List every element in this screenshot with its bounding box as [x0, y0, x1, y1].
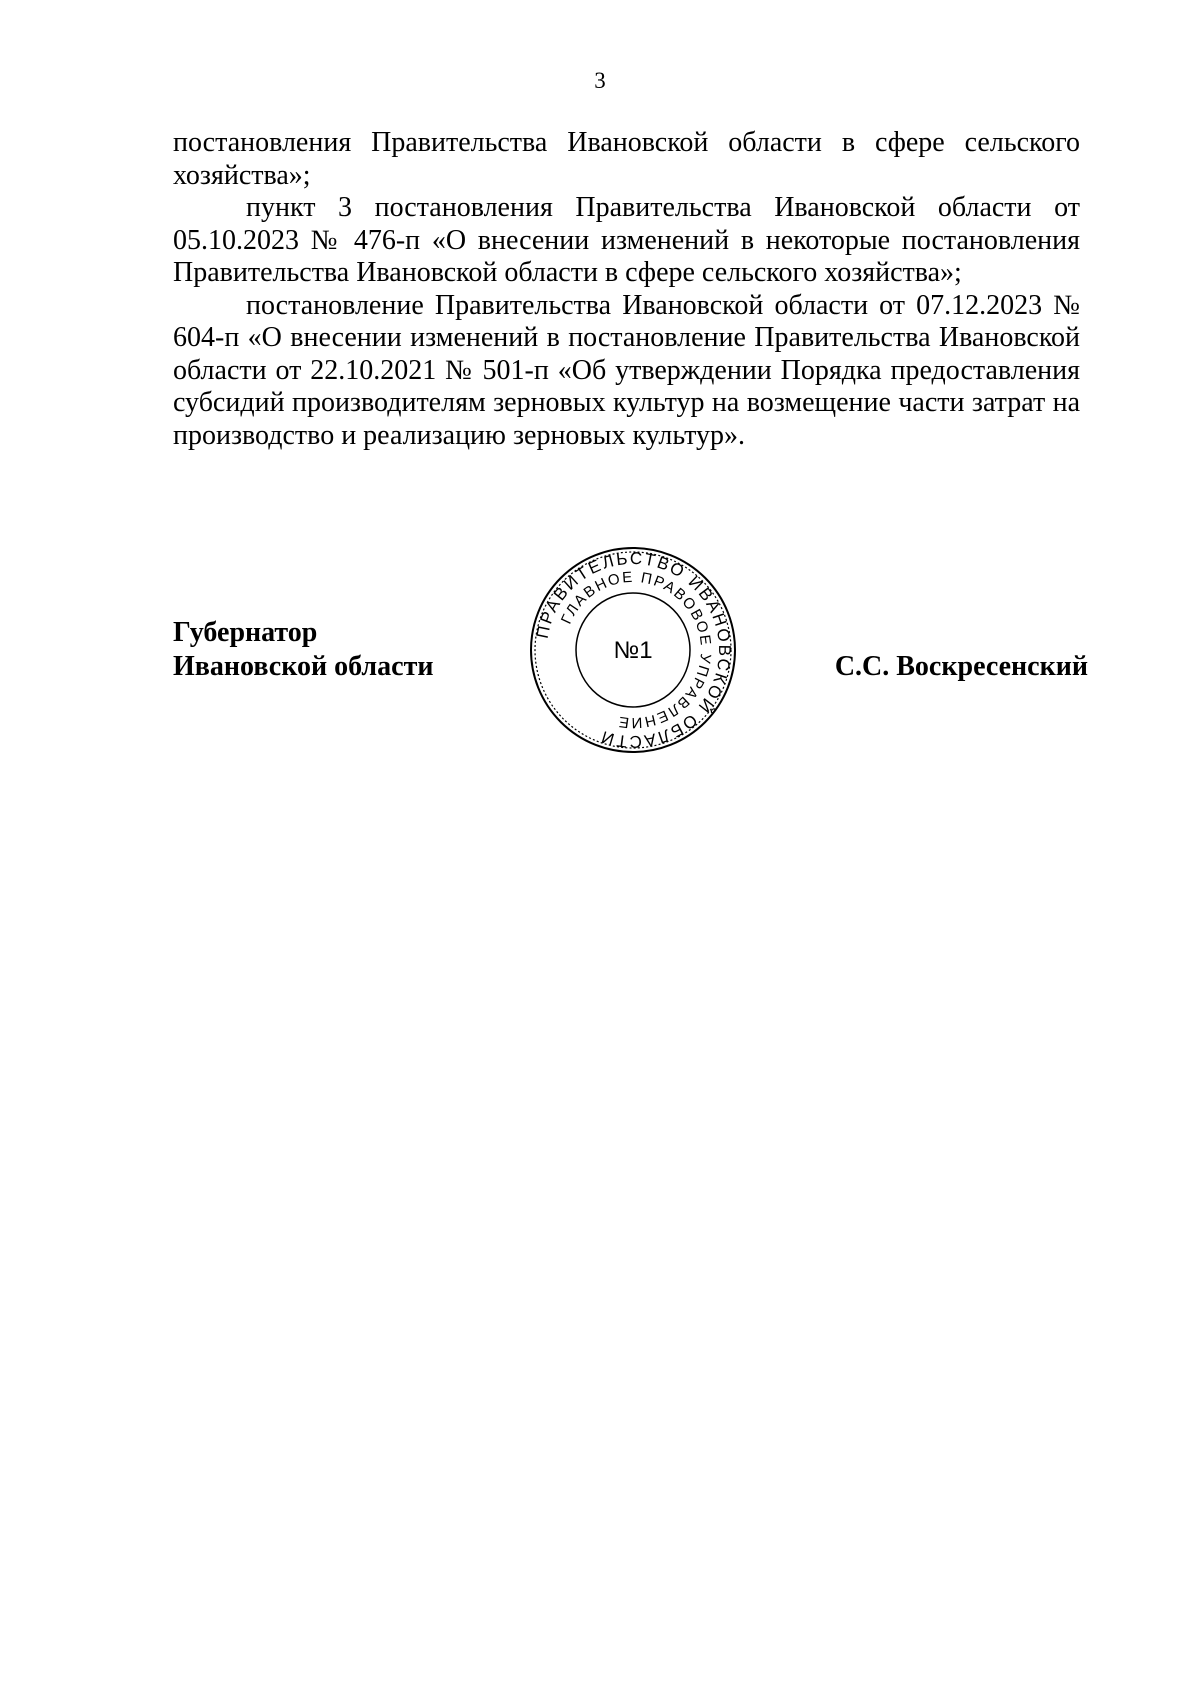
signatory-position: [173, 616, 433, 684]
seal-outer-text: ПРАВИТЕЛЬСТВО ИВАНОВСКОЙ ОБЛАСТИ: [532, 548, 735, 752]
paragraph-continuation: постановления Правительства Ивановской области в сфере сельского хозяйства»;: [173, 127, 1080, 191]
seal-graphic: [528, 545, 738, 755]
seal-number: №1: [613, 637, 653, 664]
paragraph-item: постановление Правительства Ивановской области от 07.12.2023 № 604-п «О внесении изменений в постановление Правительства Ивановской области от 22.10.2021 № 501-п «Об утверждении Порядка предоставления субсидий производителям зерновых культур на возмещение части затрат на производство и реализацию зерновых культур».: [173, 289, 1080, 451]
page-number: 3: [594, 68, 606, 93]
signatory-position-line: Губернатор: [173, 617, 318, 648]
official-seal: [528, 545, 738, 755]
seal-inner-text: ГЛАВНОЕ ПРАВОВОЕ УПРАВЛЕНИЕ: [557, 568, 715, 732]
signatory-position-line: Ивановской области: [173, 651, 434, 682]
document-body: [173, 127, 1080, 452]
signatory-name: С.С. Воскресенский: [834, 651, 1088, 682]
paragraph-item: пункт 3 постановления Правительства Ивановской области от 05.10.2023 № 476-п «О внесении изменений в некоторые постановления Правительства Ивановской области в сфере сельского хозяйства»;: [173, 192, 1080, 288]
